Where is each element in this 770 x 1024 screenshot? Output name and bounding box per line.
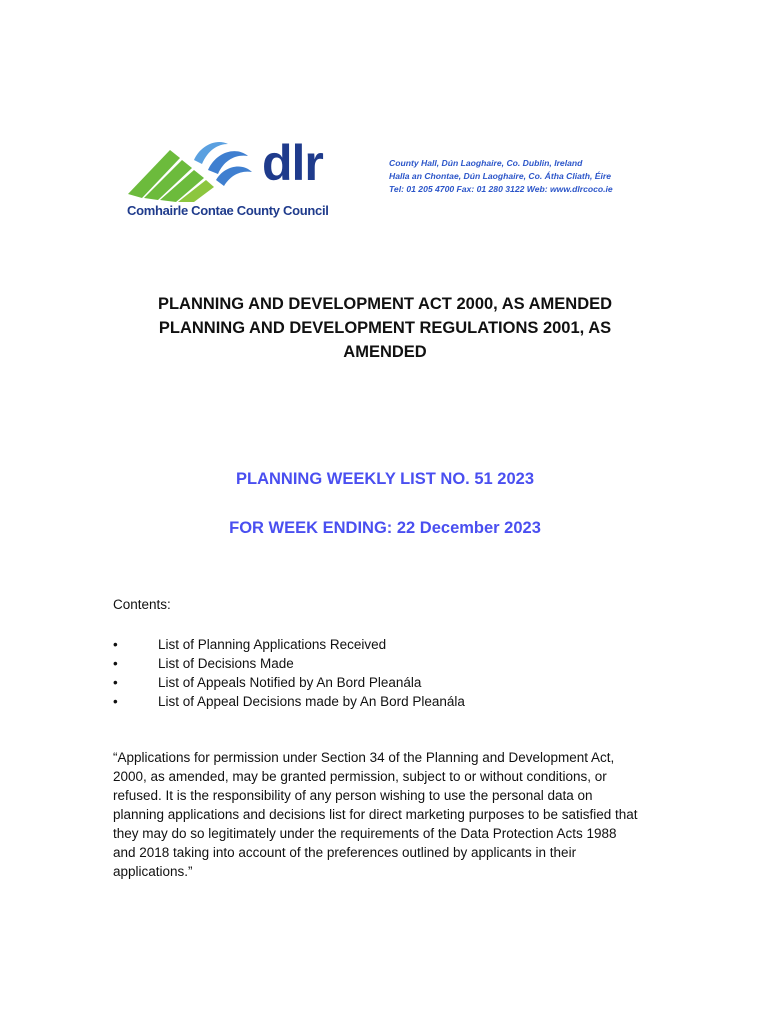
notice-line: and 2018 taking into account of the preferences outlined by applicants in their xyxy=(113,845,577,860)
week-ending-heading: FOR WEEK ENDING: 22 December 2023 xyxy=(229,519,541,537)
list-item-text: List of Decisions Made xyxy=(158,656,294,671)
contact-details xyxy=(389,157,613,196)
bullet: • xyxy=(113,637,118,652)
notice-line: refused. It is the responsibility of any person wishing to use the personal data on xyxy=(113,788,593,803)
act-title-line: AMENDED xyxy=(343,343,427,361)
list-item xyxy=(113,635,465,654)
logo-wordmark: dlr xyxy=(262,135,323,191)
notice-line: planning applications and decisions list for direct marketing purposes to be satisfied that xyxy=(113,807,638,822)
contact-phone-web: Tel: 01 205 4700 Fax: 01 280 3122 Web: www.dlrcoco.ie xyxy=(389,184,613,194)
bullet: • xyxy=(113,656,118,671)
list-item xyxy=(113,692,465,711)
notice-line: they may do so legitimately under the requirements of the Data Protection Acts 1988 xyxy=(113,826,617,841)
notice-line: “Applications for permission under Section 34 of the Planning and Development Act, xyxy=(113,750,615,765)
letterhead xyxy=(110,120,655,230)
list-item-text: List of Appeals Notified by An Bord Pleanála xyxy=(158,675,422,690)
data-protection-notice xyxy=(113,748,661,881)
notice-line: applications.” xyxy=(113,864,193,879)
notice-line: 2000, as amended, may be granted permission, subject to or without conditions, or xyxy=(113,769,607,784)
act-title xyxy=(110,292,660,364)
contents-list xyxy=(113,635,465,711)
list-item xyxy=(113,673,465,692)
list-item-text: List of Planning Applications Received xyxy=(158,637,387,652)
weekly-list-heading: PLANNING WEEKLY LIST NO. 51 2023 xyxy=(236,470,534,488)
contents-label: Contents: xyxy=(113,597,171,612)
bullet: • xyxy=(113,675,118,690)
act-title-line: PLANNING AND DEVELOPMENT REGULATIONS 2001, AS xyxy=(158,319,612,337)
act-title-line: PLANNING AND DEVELOPMENT ACT 2000, AS AMENDED xyxy=(157,295,613,313)
list-item-text: List of Appeal Decisions made by An Bord Pleanála xyxy=(158,694,465,709)
bullet: • xyxy=(113,694,118,709)
list-item xyxy=(113,654,465,673)
dlr-logo xyxy=(124,132,339,228)
contact-address-english: County Hall, Dún Laoghaire, Co. Dublin, Ireland xyxy=(389,158,583,168)
contact-address-irish: Halla an Chontae, Dún Laoghaire, Co. Átha Cliath, Éire xyxy=(389,171,612,181)
logo-council-name: Comhairle Contae County Council xyxy=(127,203,329,218)
dlr-wave-logo-icon xyxy=(124,132,264,202)
